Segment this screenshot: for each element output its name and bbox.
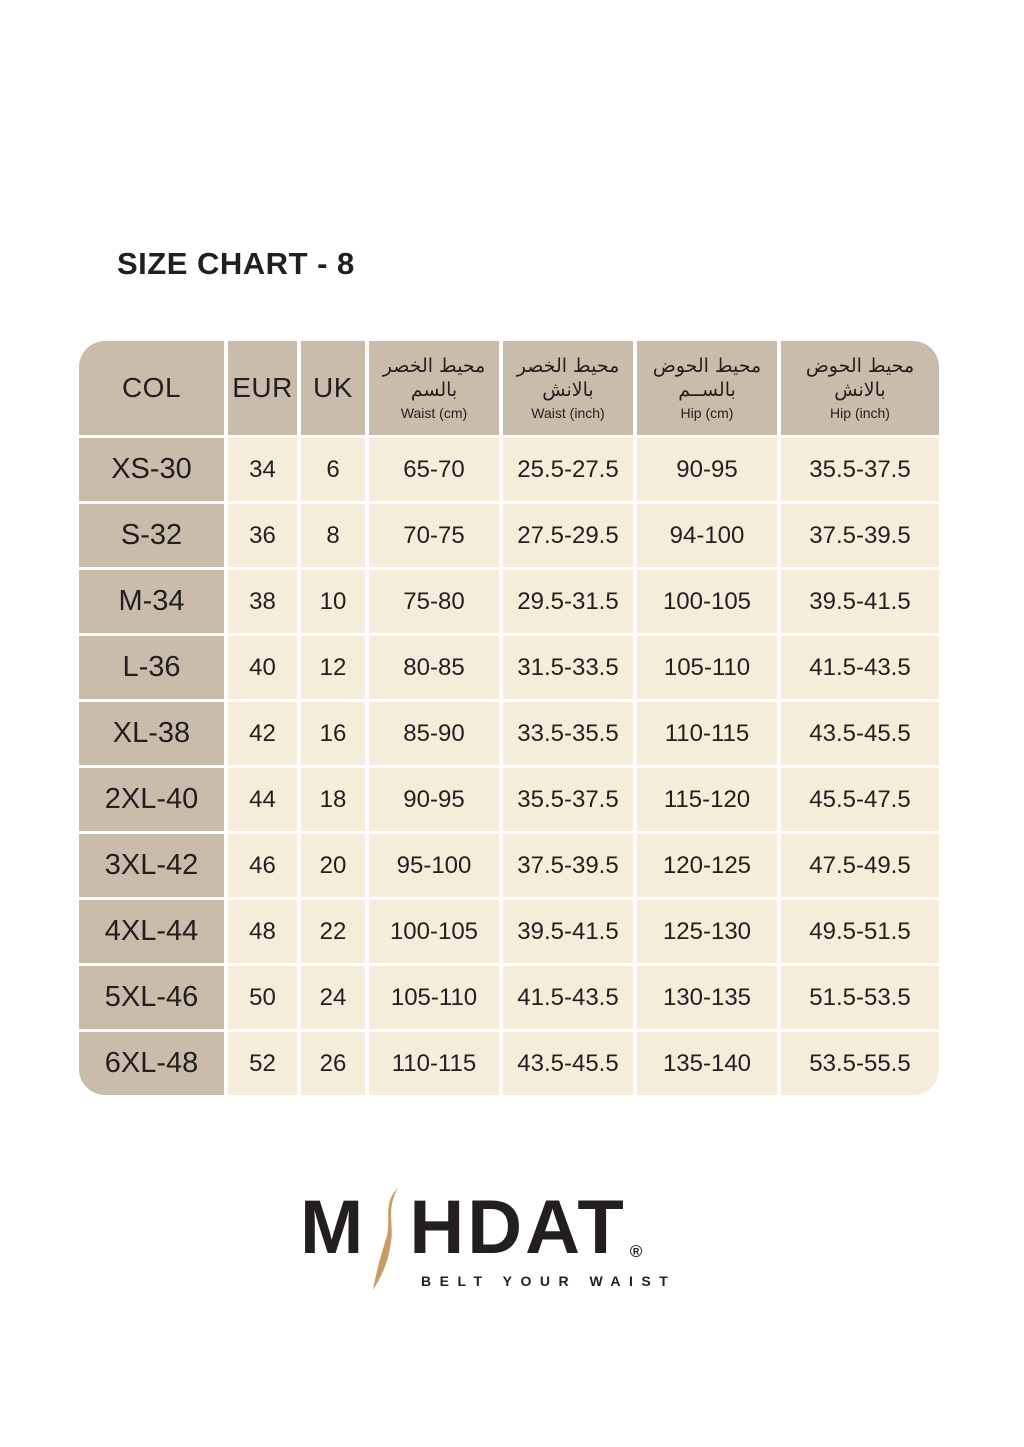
- size-label-cell: XS-30: [79, 438, 224, 501]
- size-label-cell: 5XL-46: [79, 966, 224, 1029]
- value-cell: 105-110: [637, 636, 777, 699]
- value-cell: 100-105: [369, 900, 499, 963]
- header-cell-waist-inch: [503, 341, 633, 435]
- value-cell: 26: [301, 1032, 365, 1095]
- size-label-cell: XL-38: [79, 702, 224, 765]
- value-cell: 52: [228, 1032, 297, 1095]
- value-cell: 50: [228, 966, 297, 1029]
- size-label-cell: L-36: [79, 636, 224, 699]
- value-cell: 70-75: [369, 504, 499, 567]
- value-cell: 48: [228, 900, 297, 963]
- value-cell: 43.5-45.5: [503, 1032, 633, 1095]
- value-cell: 16: [301, 702, 365, 765]
- value-cell: 25.5-27.5: [503, 438, 633, 501]
- value-cell: 90-95: [369, 768, 499, 831]
- size-label-cell: S-32: [79, 504, 224, 567]
- value-cell: 135-140: [637, 1032, 777, 1095]
- value-cell: 29.5-31.5: [503, 570, 633, 633]
- value-cell: 41.5-43.5: [503, 966, 633, 1029]
- value-cell: 75-80: [369, 570, 499, 633]
- value-cell: 27.5-29.5: [503, 504, 633, 567]
- size-label-cell: 4XL-44: [79, 900, 224, 963]
- header-cell-hip-inch: [781, 341, 939, 435]
- value-cell: 33.5-35.5: [503, 702, 633, 765]
- header-cell-eur: EUR: [228, 341, 297, 435]
- value-cell: 53.5-55.5: [781, 1032, 939, 1095]
- size-label-cell: M-34: [79, 570, 224, 633]
- value-cell: 31.5-33.5: [503, 636, 633, 699]
- size-chart-table: [79, 341, 939, 1095]
- value-cell: 37.5-39.5: [781, 504, 939, 567]
- value-cell: 24: [301, 966, 365, 1029]
- value-cell: 10: [301, 570, 365, 633]
- value-cell: 12: [301, 636, 365, 699]
- logo-letters-hdat: HDAT: [409, 1185, 627, 1270]
- value-cell: 80-85: [369, 636, 499, 699]
- value-cell: 90-95: [637, 438, 777, 501]
- value-cell: 37.5-39.5: [503, 834, 633, 897]
- header-arabic-label: محيط الخصر بالانش: [516, 354, 620, 401]
- logo-letter-m: M: [300, 1185, 367, 1270]
- value-cell: 39.5-41.5: [781, 570, 939, 633]
- header-english-label: Waist (inch): [531, 405, 605, 422]
- value-cell: 40: [228, 636, 297, 699]
- value-cell: 115-120: [637, 768, 777, 831]
- value-cell: 20: [301, 834, 365, 897]
- header-arabic-label: محيط الحوض بالســم: [652, 354, 762, 401]
- value-cell: 45.5-47.5: [781, 768, 939, 831]
- size-label-cell: 2XL-40: [79, 768, 224, 831]
- header-arabic-label: محيط الخصر بالسم: [382, 354, 486, 401]
- header-arabic-label: محيط الحوض بالانش: [805, 354, 915, 401]
- value-cell: 38: [228, 570, 297, 633]
- value-cell: 8: [301, 504, 365, 567]
- logo-s-swoosh-icon: [373, 1188, 400, 1290]
- header-cell-col: COL: [79, 341, 224, 435]
- value-cell: 46: [228, 834, 297, 897]
- size-label-cell: 6XL-48: [79, 1032, 224, 1095]
- value-cell: 41.5-43.5: [781, 636, 939, 699]
- value-cell: 130-135: [637, 966, 777, 1029]
- header-cell-uk: UK: [301, 341, 365, 435]
- value-cell: 94-100: [637, 504, 777, 567]
- value-cell: 22: [301, 900, 365, 963]
- value-cell: 120-125: [637, 834, 777, 897]
- value-cell: 35.5-37.5: [781, 438, 939, 501]
- value-cell: 85-90: [369, 702, 499, 765]
- header-english-label: Hip (inch): [830, 405, 890, 422]
- header-english-label: Hip (cm): [680, 405, 734, 422]
- header-cell-hip-cm: [637, 341, 777, 435]
- value-cell: 35.5-37.5: [503, 768, 633, 831]
- header-english-label: Waist (cm): [400, 405, 468, 422]
- value-cell: 47.5-49.5: [781, 834, 939, 897]
- header-cell-waist-cm: [369, 341, 499, 435]
- value-cell: 65-70: [369, 438, 499, 501]
- value-cell: 36: [228, 504, 297, 567]
- value-cell: 6: [301, 438, 365, 501]
- value-cell: 43.5-45.5: [781, 702, 939, 765]
- value-cell: 42: [228, 702, 297, 765]
- value-cell: 18: [301, 768, 365, 831]
- value-cell: 51.5-53.5: [781, 966, 939, 1029]
- value-cell: 100-105: [637, 570, 777, 633]
- value-cell: 105-110: [369, 966, 499, 1029]
- value-cell: 39.5-41.5: [503, 900, 633, 963]
- size-label-cell: 3XL-42: [79, 834, 224, 897]
- logo-tagline: BELT YOUR WAIST: [421, 1273, 677, 1289]
- value-cell: 110-115: [369, 1032, 499, 1095]
- value-cell: 34: [228, 438, 297, 501]
- brand-logo: [300, 1185, 680, 1303]
- value-cell: 125-130: [637, 900, 777, 963]
- value-cell: 95-100: [369, 834, 499, 897]
- page-title: SIZE CHART - 8: [117, 246, 355, 281]
- value-cell: 44: [228, 768, 297, 831]
- registered-trademark-symbol: ®: [629, 1242, 643, 1261]
- value-cell: 110-115: [637, 702, 777, 765]
- value-cell: 49.5-51.5: [781, 900, 939, 963]
